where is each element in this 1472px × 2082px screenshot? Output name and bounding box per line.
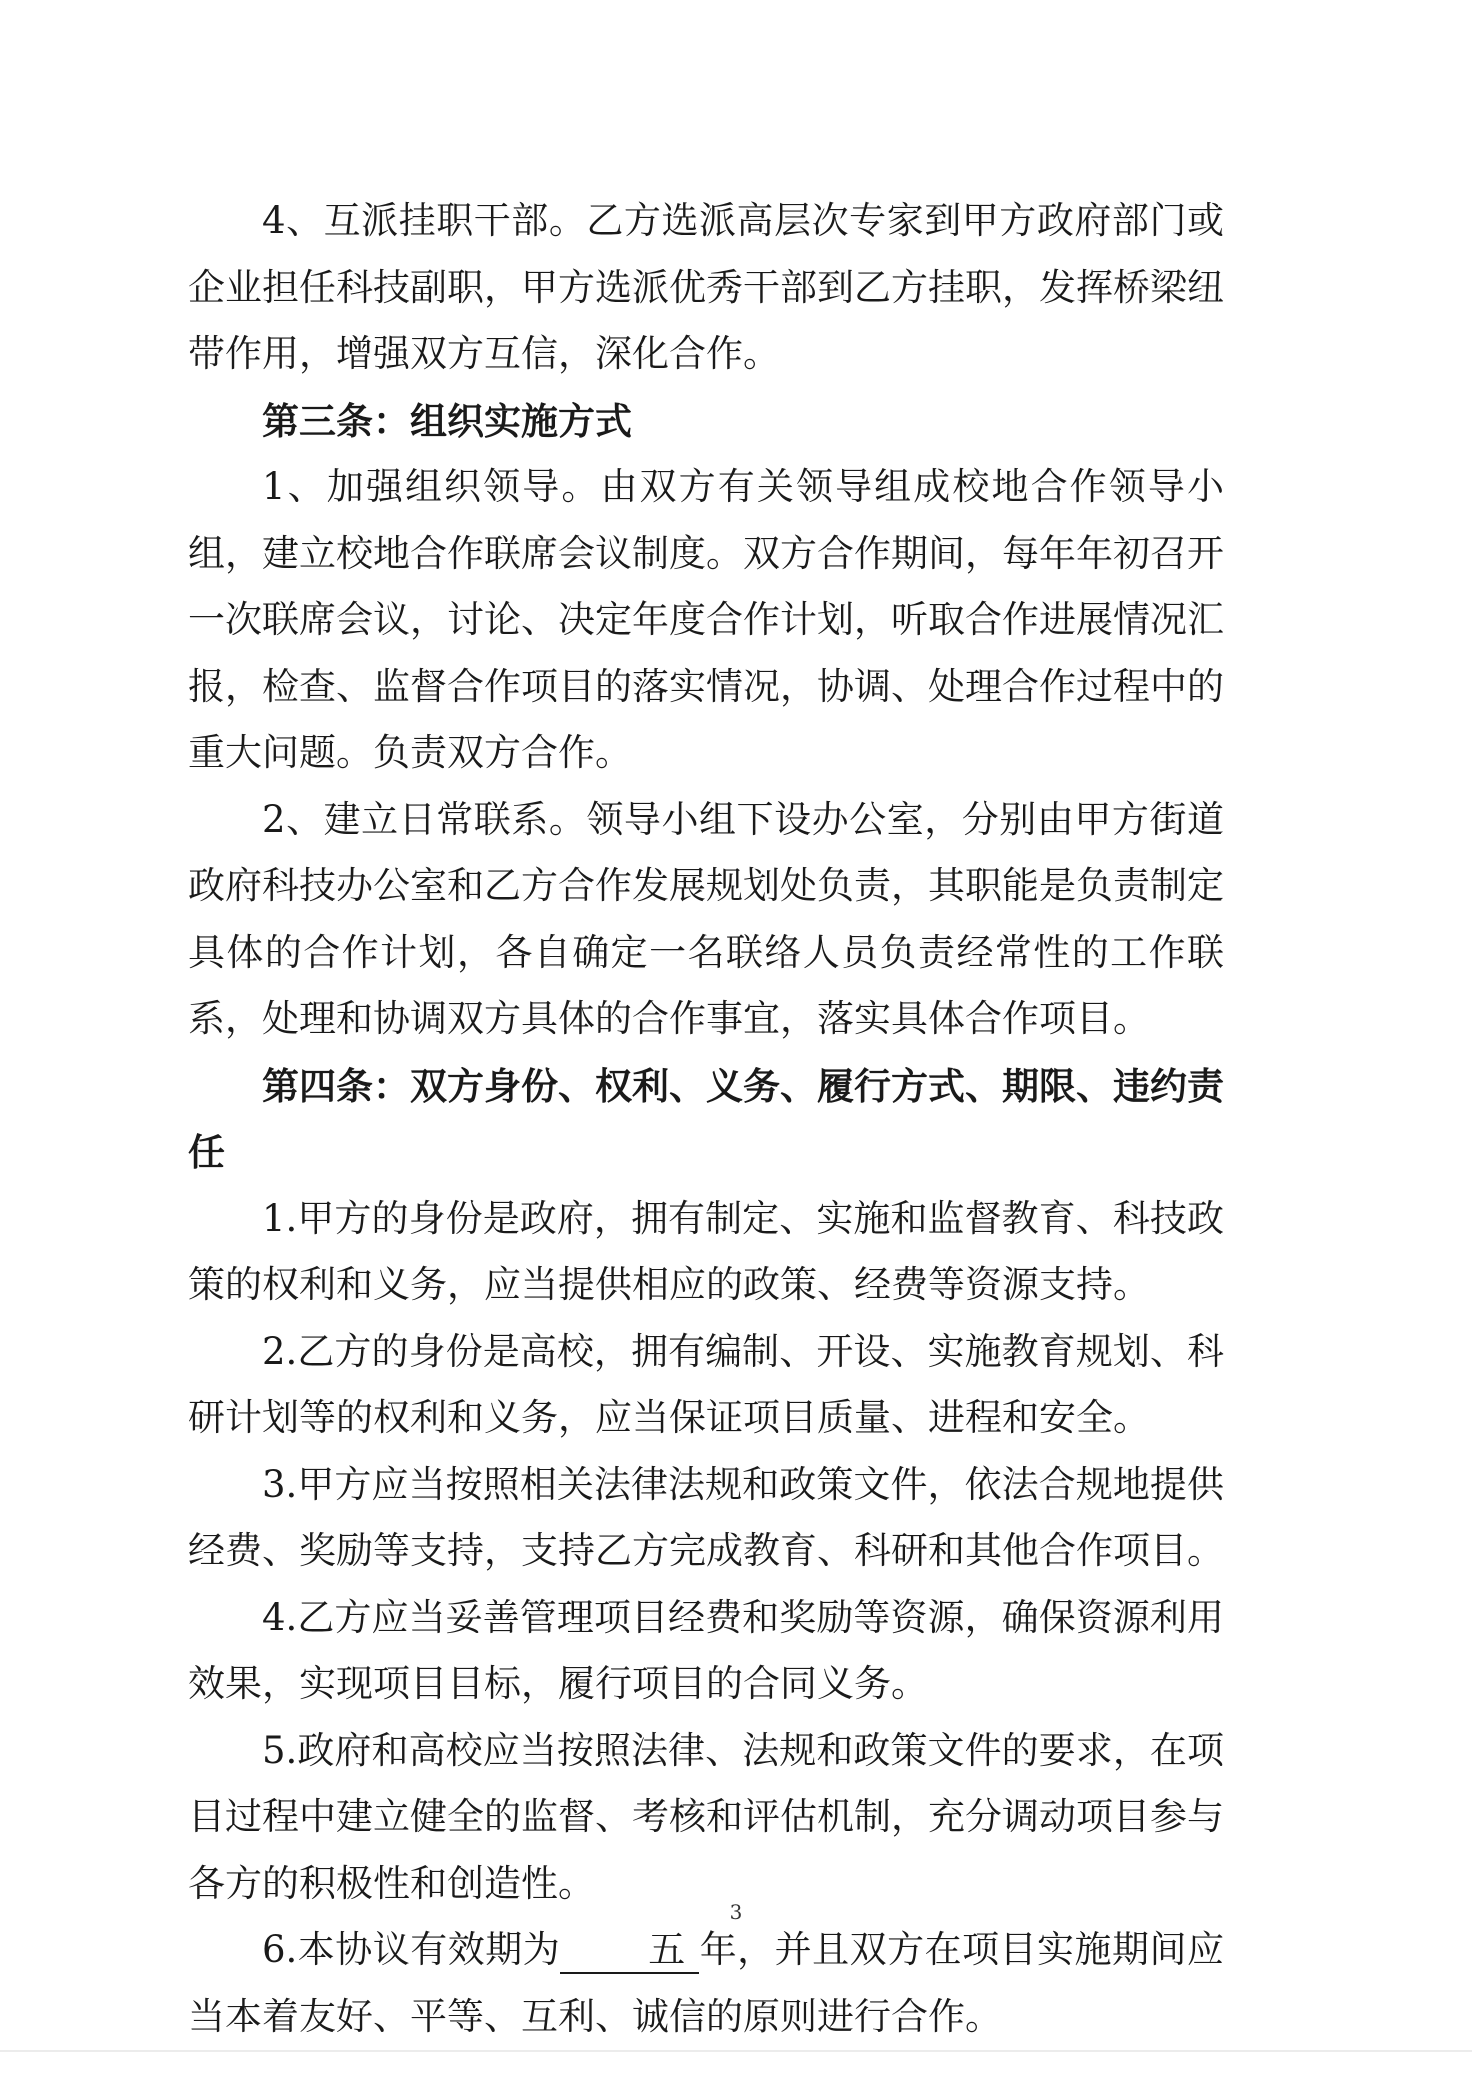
paragraph-leadership: 1、加强组织领导。由双方有关领导组成校地合作领导小组，建立校地合作联席会议制度。双方合作期间，每年年初召开一次联席会议，讨论、决定年度合作计划，听取合作进展情况汇报，检查、监督合作项目的落实情况，协调、处理合作过程中的重大问题。负责双方合作。 <box>188 465 1224 774</box>
page-number: 3 <box>729 1900 743 1924</box>
validity-prefix: 6.本协议有效期为 <box>262 1928 561 1971</box>
paragraph-supervision: 5.政府和高校应当按照法律、法规和政策文件的要求，在项目过程中建立健全的监督、考核和评估机制，充分调动项目参与各方的积极性和创造性。 <box>188 1728 1224 1905</box>
paragraph-exchange-cadres: 4、互派挂职干部。乙方选派高层次专家到甲方政府部门或企业担任科技副职，甲方选派优秀干部到乙方挂职，发挥桥梁纽带作用，增强双方互信，深化合作。 <box>188 199 1224 375</box>
paragraph-party-b-role: 2.乙方的身份是高校，拥有编制、开设、实施教育规划、科研计划等的权利和义务，应当保证项目质量、进程和安全。 <box>188 1329 1224 1439</box>
paragraph-validity-term <box>188 1917 1224 2050</box>
scan-edge-line <box>0 2050 1472 2052</box>
paragraph-party-b-duty: 4.乙方应当妥善管理项目经费和奖励等资源，确保资源利用效果，实现项目目标，履行项目的合同义务。 <box>188 1595 1224 1705</box>
validity-suffix: 年，并且双方在项目实施期间应当本着友好、平等、互利、诚信的原则进行合作。 <box>188 1928 1225 2038</box>
paragraph-daily-liaison: 2、建立日常联系。领导小组下设办公室，分别由甲方街道政府科技办公室和乙方合作发展规划处负责，其职能是负责制定具体的合作计划，各自确定一名联络人员负责经常性的工作联系，处理和协调双方具体的合作事宜，落实具体合作项目。 <box>188 797 1224 1040</box>
article-4-heading: 第四条：双方身份、权利、义务、履行方式、期限、违约责任 <box>188 1063 1224 1174</box>
document-body <box>188 188 1224 2050</box>
validity-term-blank: 五 <box>560 1928 699 1974</box>
article-3-heading: 第三条：组织实施方式 <box>262 398 632 443</box>
paragraph-party-a-duty: 3.甲方应当按照相关法律法规和政策文件，依法合规地提供经费、奖励等支持，支持乙方完成教育、科研和其他合作项目。 <box>188 1462 1224 1572</box>
paragraph-party-a-role: 1.甲方的身份是政府，拥有制定、实施和监督教育、科技政策的权利和义务，应当提供相应的政策、经费等资源支持。 <box>188 1196 1224 1306</box>
